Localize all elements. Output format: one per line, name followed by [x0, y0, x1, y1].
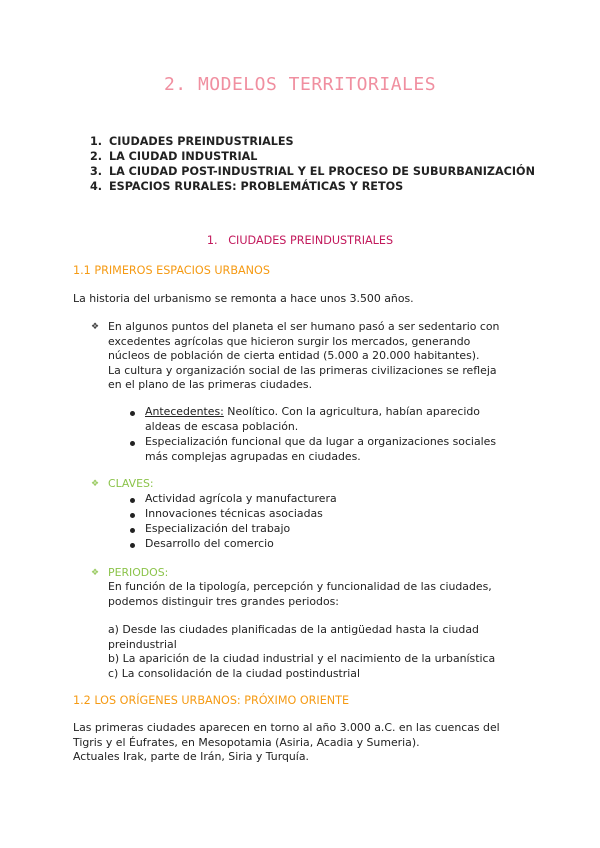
text-line: c) La consolidación de la ciudad postindustrial: [108, 666, 360, 680]
text-line: Especialización funcional que da lugar a organizaciones sociales: [145, 435, 497, 448]
list-item: Innovaciones técnicas asociadas: [145, 507, 323, 520]
periodos-label: PERIODOS:: [108, 566, 169, 579]
toc-label: LA CIUDAD POST-INDUSTRIAL Y EL PROCESO DE SUBURBANIZACIÓN: [109, 165, 535, 178]
origenes-paragraph: [73, 721, 500, 765]
antecedentes-text: Neolítico. Con la agricultura, habían aparecido: [223, 405, 480, 418]
periodos-list: [108, 623, 495, 681]
toc-number: 2.: [90, 150, 103, 163]
periodos-paragraph: [108, 580, 492, 609]
section-number: 1.: [206, 234, 218, 247]
diamond-bullet-icon: ❖: [91, 479, 100, 489]
toc-number: 3.: [90, 165, 103, 178]
text-line: b) La aparición de la ciudad industrial y el nacimiento de la urbanística: [108, 652, 496, 666]
text-line: en el plano de las primeras ciudades.: [108, 378, 313, 392]
dot-bullet-icon: [130, 498, 135, 503]
text-line: podemos distinguir tres grandes periodos:: [108, 594, 339, 608]
text-line: Tigris y el Éufrates, en Mesopotamia (Asiria, Acadia y Sumeria).: [73, 735, 420, 749]
point-paragraph: [108, 320, 499, 393]
toc-number: 1.: [90, 135, 103, 148]
dot-bullet-icon: [130, 543, 135, 548]
antecedentes-label: Antecedentes:: [145, 405, 224, 418]
list-item: Especialización del trabajo: [145, 522, 291, 535]
page-title: 2. MODELOS TERRITORIALES: [163, 74, 437, 95]
table-of-contents: [90, 134, 535, 194]
text-line: En algunos puntos del planeta el ser humano pasó a ser sedentario con: [108, 320, 500, 333]
antecedentes-item: [145, 405, 480, 434]
text-line: a) Desde las ciudades planificadas de la antigüedad hasta la ciudad: [108, 623, 479, 636]
dot-bullet-icon: [130, 411, 135, 416]
toc-item: [90, 149, 535, 164]
toc-label: ESPACIOS RURALES: PROBLEMÁTICAS Y RETOS: [109, 180, 404, 193]
list-item: Actividad agrícola y manufacturera: [145, 492, 337, 505]
text-line: más complejas agrupadas en ciudades.: [145, 449, 361, 463]
text-line: [145, 405, 480, 420]
text-line: La cultura y organización social de las primeras civilizaciones se refleja: [108, 363, 497, 377]
toc-label: LA CIUDAD INDUSTRIAL: [109, 150, 258, 163]
subheading-1-2: 1.2 LOS ORÍGENES URBANOS: PRÓXIMO ORIENTE: [73, 694, 350, 707]
intro-paragraph: La historia del urbanismo se remonta a hace unos 3.500 años.: [73, 292, 414, 305]
dot-bullet-icon: [130, 528, 135, 533]
section-heading: [0, 234, 600, 247]
text-line: Actuales Irak, parte de Irán, Siria y Turquía.: [73, 750, 309, 764]
text-line: Las primeras ciudades aparecen en torno al año 3.000 a.C. en las cuencas del: [73, 721, 500, 734]
dot-bullet-icon: [130, 513, 135, 518]
toc-item: [90, 164, 535, 179]
especializacion-item: [145, 435, 496, 464]
section-title: CIUDADES PREINDUSTRIALES: [228, 234, 394, 247]
diamond-bullet-icon: ❖: [91, 322, 100, 332]
subheading-1-1: 1.1 PRIMEROS ESPACIOS URBANOS: [73, 264, 270, 277]
toc-item: [90, 179, 535, 194]
claves-label: CLAVES:: [108, 477, 154, 490]
toc-label: CIUDADES PREINDUSTRIALES: [109, 135, 294, 148]
toc-item: [90, 134, 535, 149]
text-line: En función de la tipología, percepción y funcionalidad de las ciudades,: [108, 580, 492, 593]
dot-bullet-icon: [130, 441, 135, 446]
toc-number: 4.: [90, 180, 103, 193]
text-line: núcleos de población de cierta entidad (5.000 a 20.000 habitantes).: [108, 349, 480, 363]
list-item: Desarrollo del comercio: [145, 537, 274, 550]
text-line: aldeas de escasa población.: [145, 419, 299, 433]
text-line: preindustrial: [108, 637, 177, 651]
text-line: excedentes agrícolas que hicieron surgir los mercados, generando: [108, 334, 471, 348]
diamond-bullet-icon: ❖: [91, 568, 100, 578]
